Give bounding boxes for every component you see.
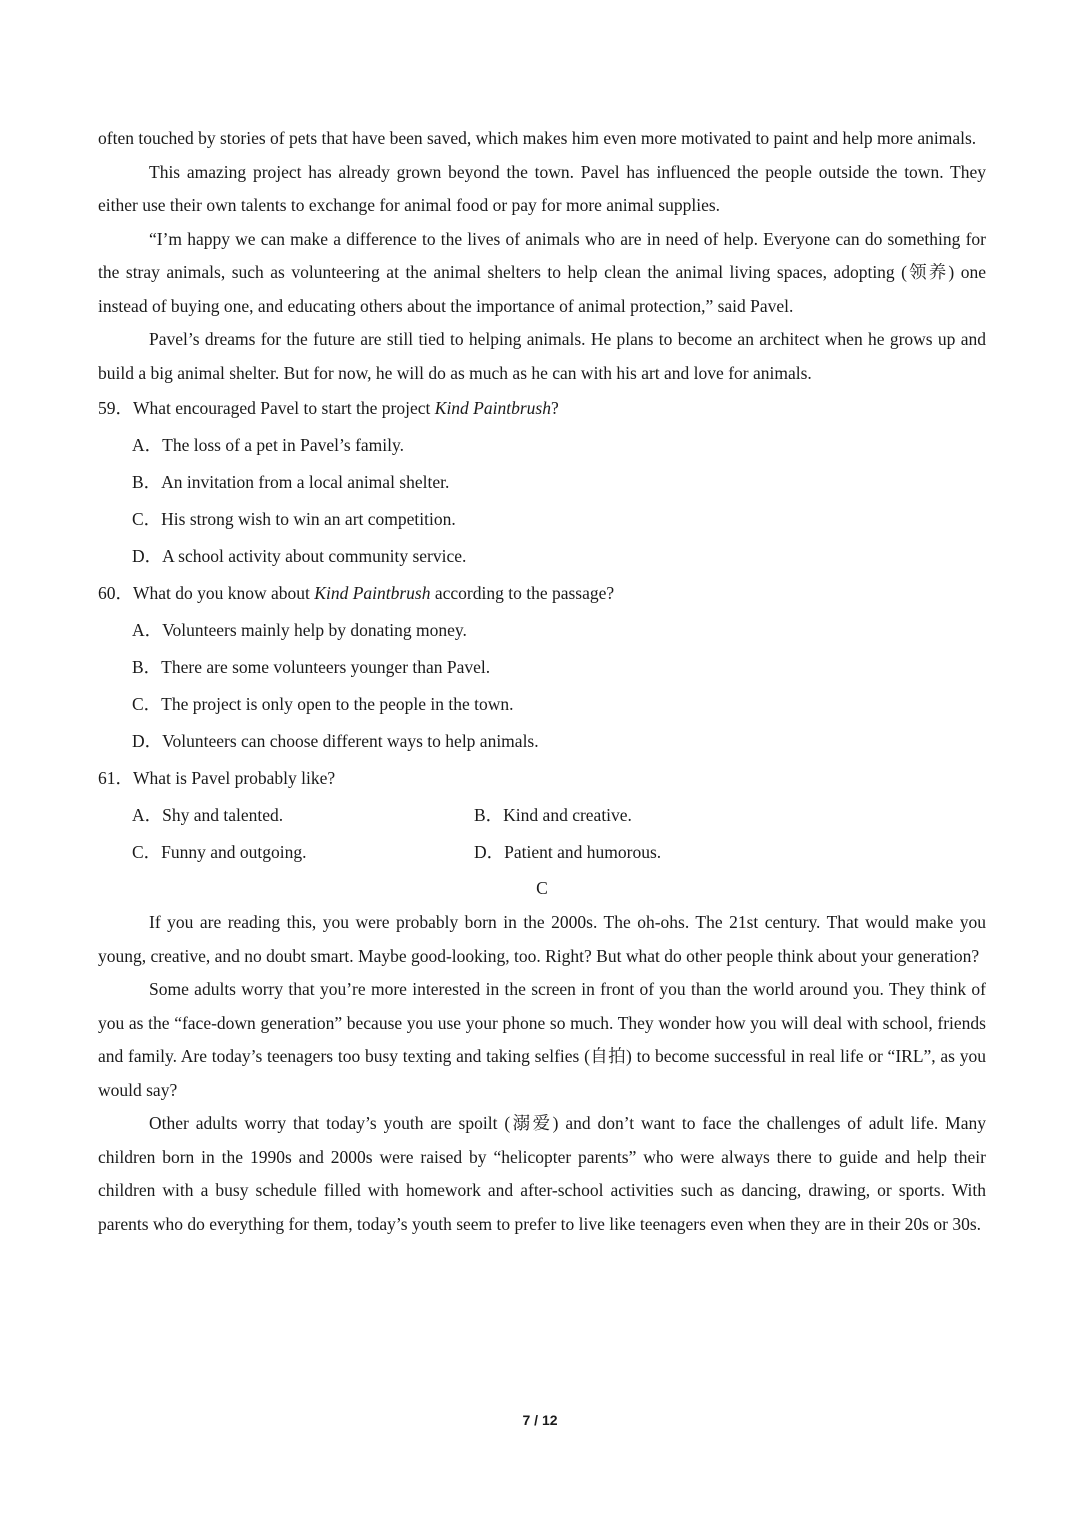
question-number: 61． xyxy=(98,768,133,788)
question-stem-end: ? xyxy=(550,398,559,418)
passage-b-paragraph-4: Pavel’s dreams for the future are still tied to helping animals. He plans to become an architect when he grows up and build a big animal shelter. But for now, he will do as much as he can with his art and love for animals. xyxy=(98,329,986,383)
question-stem-end: according to the passage? xyxy=(430,583,615,603)
passage-b-paragraph-3: “I’m happy we can make a difference to the lives of animals who are in need of help. Everyone can do something for the stray animals, such as volunteering at the animal shelters to help clean the animal living spaces, adopting (领养) one instead of buying one, and educating others about the importance of animal protection,” said Pavel. xyxy=(98,228,986,316)
passage-b-paragraph-1: often touched by stories of pets that have been saved, which makes him even more motivated to paint and help more animals. xyxy=(98,128,977,148)
question-60-stem xyxy=(98,575,986,612)
question-stem-title: Kind Paintbrush xyxy=(434,398,551,418)
question-61-option-d: D．Patient and humorous. xyxy=(474,842,662,862)
question-59 xyxy=(98,390,986,575)
question-59-option-a: A．The loss of a pet in Pavel’s family. xyxy=(132,435,405,455)
question-number: 60． xyxy=(98,583,133,603)
question-59-option-c: C．His strong wish to win an art competition. xyxy=(132,509,456,529)
page-content xyxy=(98,122,986,1241)
question-59-option-b: B．An invitation from a local animal shelter. xyxy=(132,472,450,492)
question-61-option-c: C．Funny and outgoing. xyxy=(132,842,307,862)
passage-c-paragraph-3: Other adults worry that today’s youth are spoilt (溺爱) and don’t want to face the challenges of adult life. Many children born in the 1990s and 2000s were raised by “helicopter parents” who were always there to guide and help their children with a busy schedule filled with homework and after-school activities such as dancing, drawing, or sports. With parents who do everything for them, today’s youth seem to prefer to live like teenagers even when they are in their 20s or 30s. xyxy=(98,1113,986,1234)
section-c-heading: C xyxy=(536,878,548,898)
passage-b-paragraph-2: This amazing project has already grown beyond the town. Pavel has influenced the people outside the town. They either use their own talents to exchange for animal food or pay for more animal supplies. xyxy=(98,161,986,215)
question-61-options-row-1 xyxy=(132,797,986,834)
question-59-stem xyxy=(98,390,986,427)
passage-c-paragraph-2: Some adults worry that you’re more interested in the screen in front of you than the world around you. They think of you as the “face-down generation” because you use your phone so much. They wonder how you will deal with school, friends and family. Are today’s teenagers too busy texting and taking selfies (自拍) to become successful in real life or “IRL”, as you would say? xyxy=(98,979,986,1100)
question-60-option-c: C．The project is only open to the people in the town. xyxy=(132,694,514,714)
question-61 xyxy=(98,760,986,871)
question-60-option-b: B．There are some volunteers younger than Pavel. xyxy=(132,657,491,677)
passage-c-paragraph-1: If you are reading this, you were probably born in the 2000s. The oh-ohs. The 21st century. That would make you young, creative, and no doubt smart. Maybe good-looking, too. Right? But what do other people think about your generation? xyxy=(98,912,986,966)
question-stem-text: What encouraged Pavel to start the project xyxy=(133,398,435,418)
question-number: 59． xyxy=(98,398,133,418)
question-stem-title: Kind Paintbrush xyxy=(314,583,431,603)
question-61-stem xyxy=(98,760,986,797)
question-60-option-d: D．Volunteers can choose different ways to help animals. xyxy=(132,731,539,751)
question-61-options-row-2 xyxy=(132,834,986,871)
question-59-option-d: D．A school activity about community service. xyxy=(132,546,467,566)
page-number: 7 / 12 xyxy=(522,1412,558,1428)
question-61-option-a: A．Shy and talented. xyxy=(132,805,284,825)
question-60 xyxy=(98,575,986,760)
question-stem-text: What do you know about xyxy=(133,583,315,603)
question-60-option-a: A．Volunteers mainly help by donating money. xyxy=(132,620,467,640)
question-61-option-b: B．Kind and creative. xyxy=(474,805,632,825)
question-stem-text: What is Pavel probably like? xyxy=(133,768,336,788)
